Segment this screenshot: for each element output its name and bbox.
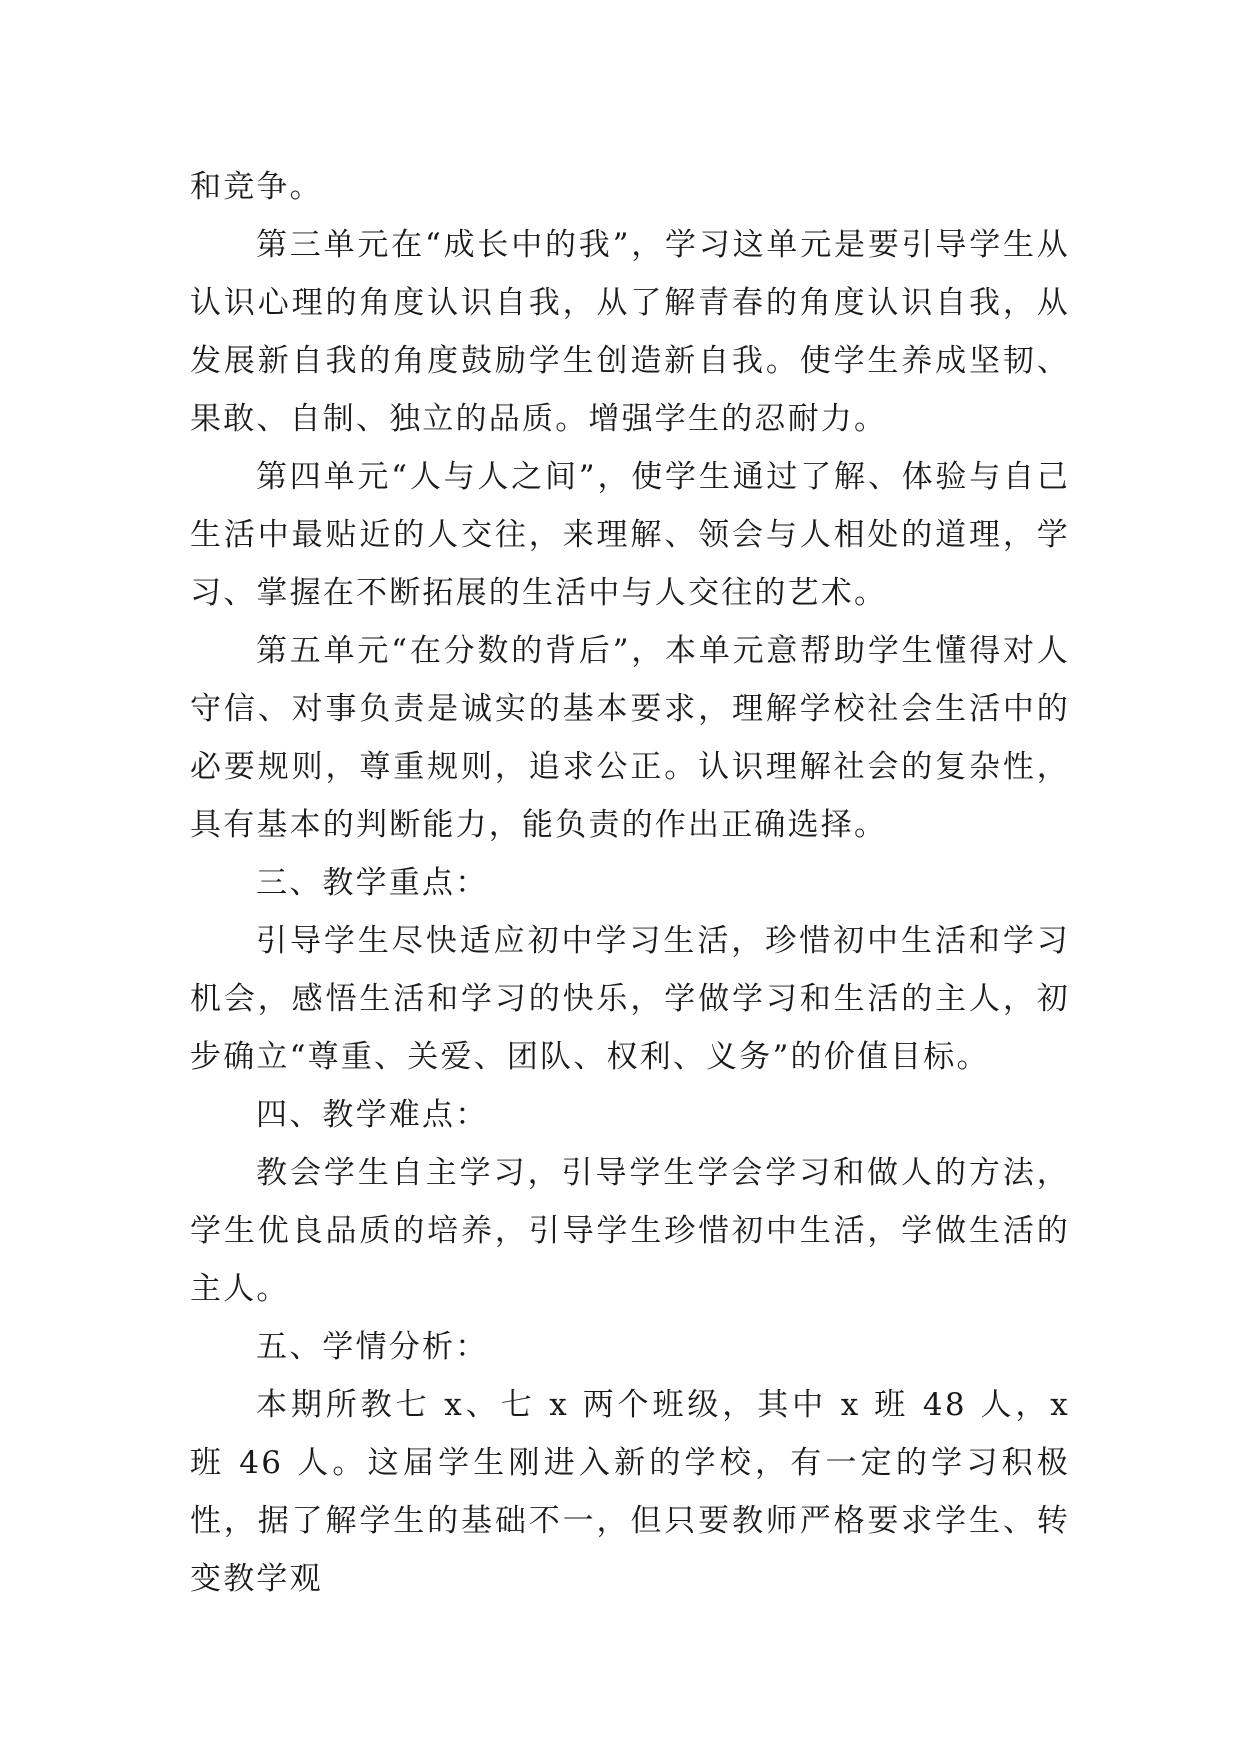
paragraph-teaching-focus: 引导学生尽快适应初中学习生活，珍惜初中生活和学习机会，感悟生活和学习的快乐，学做学习和生活的主人，初步确立“尊重、关爱、团队、权利、义务”的价值目标。 [190, 923, 1070, 1075]
paragraph-teaching-difficulty: 教会学生自主学习，引导学生学会学习和做人的方法，学生优良品质的培养，引导学生珍惜初中生活，学做生活的主人。 [190, 1155, 1070, 1307]
paragraph-continuation: 和竞争。 [190, 169, 323, 205]
section-heading-teaching-difficulty: 四、教学难点： [256, 1097, 489, 1133]
section-heading-student-analysis: 五、学情分析： [256, 1329, 489, 1365]
paragraph-unit-three: 第三单元在“成长中的我”，学习这单元是要引导学生从认识心理的角度认识自我，从了解青春的角度认识自我，从发展新自我的角度鼓励学生创造新自我。使学生养成坚韧、果敢、自制、独立的品质。增强学生的忍耐力。 [190, 227, 1070, 437]
paragraph-unit-four: 第四单元“人与人之间”，使学生通过了解、体验与自己生活中最贴近的人交往，来理解、领会与人相处的道理，学习、掌握在不断拓展的生活中与人交往的艺术。 [190, 459, 1070, 611]
section-heading-teaching-focus: 三、教学重点： [256, 865, 489, 901]
paragraph-student-analysis: 本期所教七 x、七 x 两个班级，其中 x 班 48 人，x 班 46 人。这届学生刚进入新的学校，有一定的学习积极性，据了解学生的基础不一，但只要教师严格要求学生、转变教学观 [190, 1387, 1070, 1597]
document-body [190, 158, 1070, 1608]
paragraph-unit-five: 第五单元“在分数的背后”，本单元意帮助学生懂得对人守信、对事负责是诚实的基本要求，理解学校社会生活中的必要规则，尊重规则，追求公正。认识理解社会的复杂性，具有基本的判断能力，能负责的作出正确选择。 [190, 633, 1070, 843]
